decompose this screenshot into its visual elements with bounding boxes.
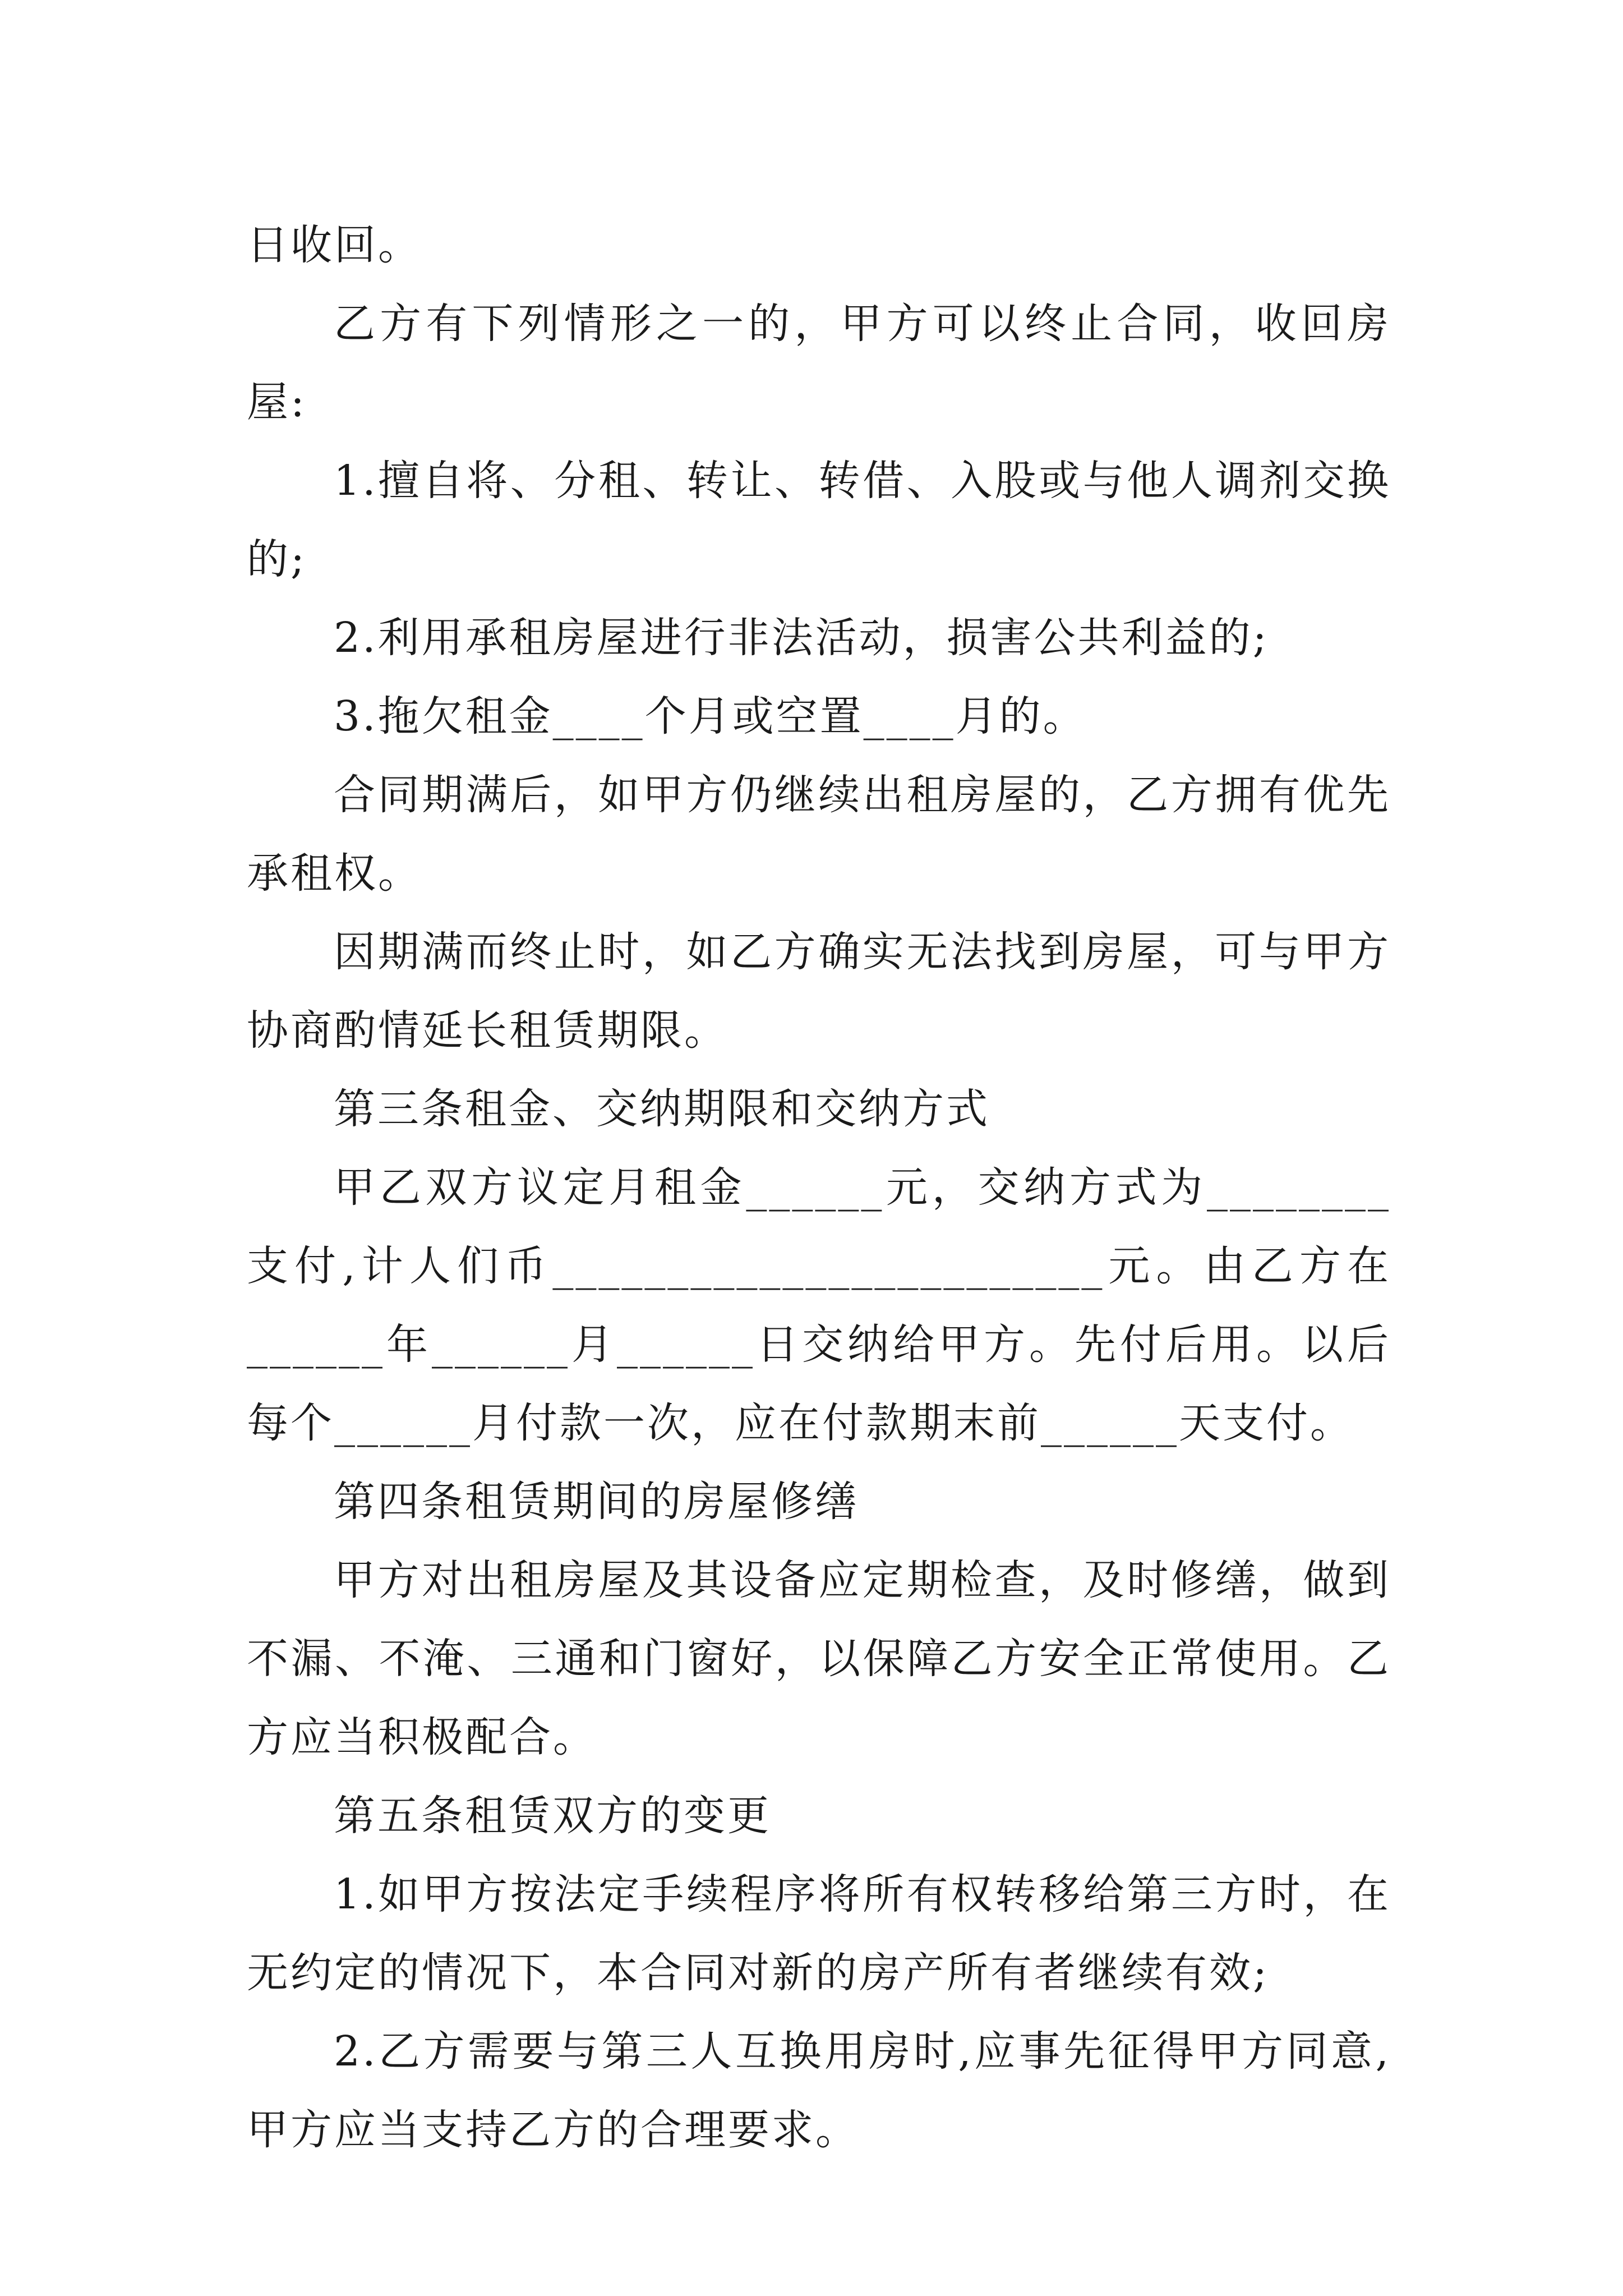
paragraph-rent-terms: 甲乙双方议定月租金______元，交纳方式为________支付,计人们币________________________元。由乙方在______年______月______日交纳给甲方。先付后用。以后每个______月付款一次，应在付款期末前______天支付。 [247,1163,1391,1447]
paragraph-termination-item-1: 1.擅自将、分租、转让、转借、入股或与他人调剂交换的; [247,457,1391,583]
paragraph-change-item-1: 1.如甲方按法定手续程序将所有权转移给第三方时，在无约定的情况下，本合同对新的房产所有者继续有效; [247,1870,1391,1997]
section-heading-article-4: 第四条租赁期间的房屋修缮 [334,1478,859,1526]
paragraph-repairs: 甲方对出租房屋及其设备应定期检查，及时修缮，做到不漏、不淹、三通和门窗好，以保障乙方安全正常使用。乙方应当积极配合。 [247,1556,1391,1761]
paragraph-termination-item-3: 3.拖欠租金____个月或空置____月的。 [334,692,1087,740]
paragraph-change-item-2: 2.乙方需要与第三人互换用房时,应事先征得甲方同意,甲方应当支持乙方的合理要求。 [247,2027,1391,2154]
paragraph-termination-item-2: 2.利用承租房屋进行非法活动，损害公共利益的; [334,614,1269,662]
paragraph-extension: 因期满而终止时，如乙方确实无法找到房屋，可与甲方协商酌情延长租赁期限。 [247,928,1391,1055]
section-heading-article-5: 第五条租赁双方的变更 [334,1792,771,1840]
paragraph-continuation: 日收回。 [247,221,422,269]
paragraph-termination-intro: 乙方有下列情形之一的，甲方可以终止合同，收回房屋: [247,300,1391,426]
section-heading-article-3: 第三条租金、交纳期限和交纳方式 [334,1085,990,1133]
document-body [247,206,1391,2169]
paragraph-priority-renewal: 合同期满后，如甲方仍继续出租房屋的，乙方拥有优先承租权。 [247,771,1391,898]
